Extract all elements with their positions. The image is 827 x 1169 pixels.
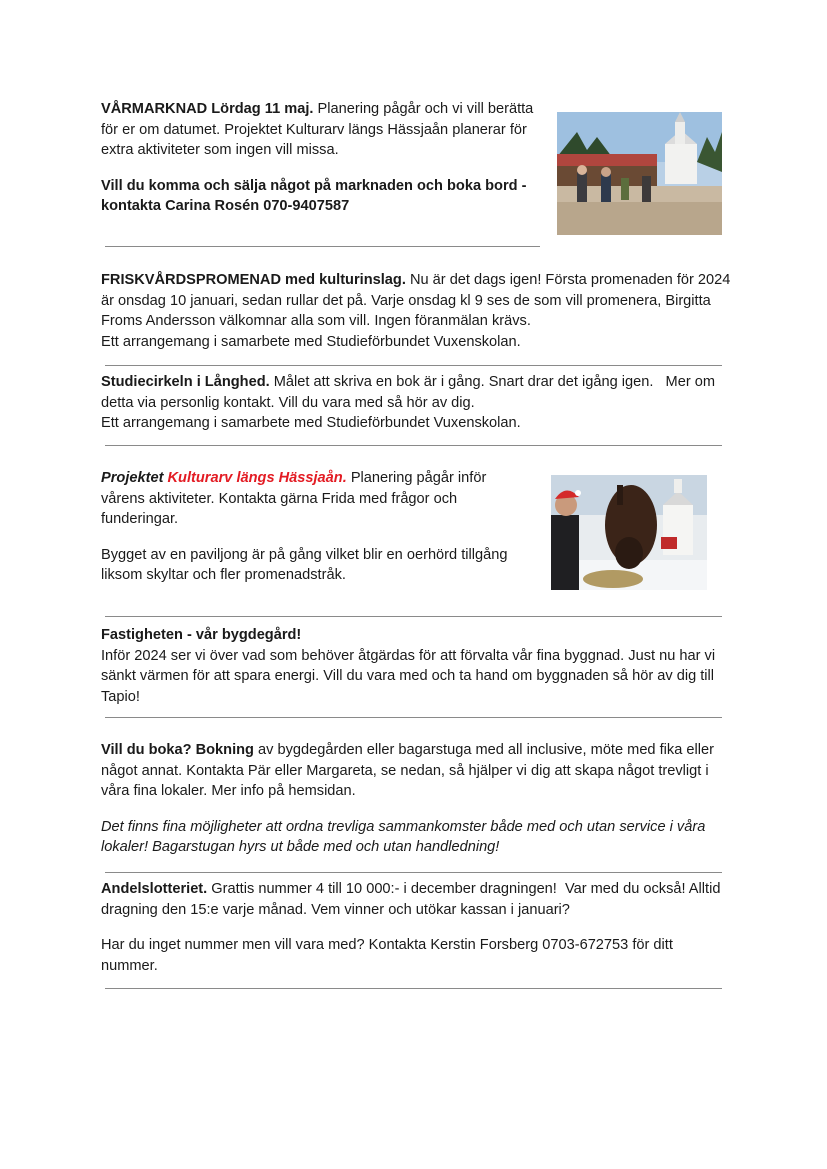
friskvard-title: FRISKVÅRDSPROMENAD med kulturinslag. xyxy=(101,272,406,288)
divider-3 xyxy=(105,445,722,446)
studiecirkel-text xyxy=(101,372,731,413)
fastigheten-body: Inför 2024 ser vi över vad som behöver åtgärdas för att förvalta vår fina byggnad. Just nu har vi sänkt värmen för att spara energi. Vill du vara med och ta hand om byggnaden så hör av dig till Tapio! xyxy=(101,647,716,705)
section-kulturarv xyxy=(101,468,531,586)
divider-7 xyxy=(105,988,722,989)
section-bokning xyxy=(101,740,731,858)
kulturarv-text xyxy=(101,468,531,530)
lotteri-text xyxy=(101,879,731,920)
lotteri-body: Grattis nummer 4 till 10 000:- i december dragningen! Var med du också! Alltid dragning den 15:e varje månad. Vem vinner och utökar kassan i januari? xyxy=(101,881,725,918)
horse-photo xyxy=(551,475,707,590)
divider-6 xyxy=(105,872,722,873)
divider-2 xyxy=(105,365,722,366)
friskvard-text xyxy=(101,270,731,332)
section-studiecirkel xyxy=(101,372,731,434)
varmarknad-body: Planering pågår och vi vill berätta för er om datumet. Projektet Kulturarv längs Hässjaån planerar för extra aktiviteter som ingen vill missa. xyxy=(101,101,534,158)
varmarknad-cta-text: Vill du komma och sälja något på marknaden och boka bord - kontakta Carina Rosén 070-9407587 xyxy=(101,177,527,214)
varmarknad-text xyxy=(101,99,541,161)
kulturarv-body: Planering pågår inför vårens aktiviteter. Kontakta gärna Frida med frågor och funderingar. xyxy=(101,470,487,527)
kulturarv-title-highlight: Kulturarv längs Hässjaån. xyxy=(167,470,347,486)
varmarknad-title: VÅRMARKNAD Lördag 11 maj. xyxy=(101,101,314,117)
bokning-title: Vill du boka? Bokning xyxy=(101,742,254,758)
lotteri-body2: Har du inget nummer men vill vara med? Kontakta Kerstin Forsberg 0703-672753 för ditt nummer. xyxy=(101,937,673,974)
varmarknad-cta xyxy=(101,176,541,217)
bokning-text xyxy=(101,740,731,802)
studiecirkel-body: Målet att skriva en bok är i gång. Snart drar det igång igen. Mer om detta via personlig kontakt. Vill du vara med så hör av dig. xyxy=(101,374,720,411)
friskvard-body: Nu är det dags igen! Första promenaden för 2024 är onsdag 10 januari, sedan rullar det på. Varje onsdag kl 9 ses de som vill promenera, Birgitta Froms Andersson välkomnar alla som vill. Ingen föranmälan krävs. xyxy=(101,272,731,329)
section-friskvardspromenad xyxy=(101,270,731,352)
market-photo xyxy=(557,112,722,235)
studiecirkel-note: Ett arrangemang i samarbete med Studieförbundet Vuxenskolan. xyxy=(101,415,521,431)
divider-4 xyxy=(105,616,722,617)
divider-1 xyxy=(105,246,540,247)
lotteri-title: Andelslotteriet. xyxy=(101,881,208,897)
bokning-italic-text: Det finns fina möjligheter att ordna trevliga sammankomster både med och utan service i våra lokaler! Bagarstugan hyrs ut både med och utan handledning! xyxy=(101,818,706,855)
fastigheten-title xyxy=(101,625,731,646)
section-fastigheten xyxy=(101,625,731,707)
section-andelslotteriet xyxy=(101,879,731,976)
bokning-italic xyxy=(101,817,731,858)
divider-5 xyxy=(105,717,722,718)
bokning-body: av bygdegården eller bagarstuga med all inclusive, möte med fika eller något annat. Kontakta Pär eller Margareta, se nedan, så hjälper vi dig att skapa något trevligt i våra fina lokaler. Mer info på hemsidan. xyxy=(101,742,714,799)
studiecirkel-title: Studiecirkeln i Långhed. xyxy=(101,374,270,390)
friskvard-note: Ett arrangemang i samarbete med Studieförbundet Vuxenskolan. xyxy=(101,333,521,350)
kulturarv-title-prefix: Projektet xyxy=(101,470,164,486)
section-varmarknad xyxy=(101,99,541,217)
kulturarv-body2: Bygget av en paviljong är på gång vilket blir en oerhörd tillgång liksom skyltar och fler promenadstråk. xyxy=(101,546,508,583)
fastigheten-title-text: Fastigheten - vår bygdegård! xyxy=(101,627,302,643)
